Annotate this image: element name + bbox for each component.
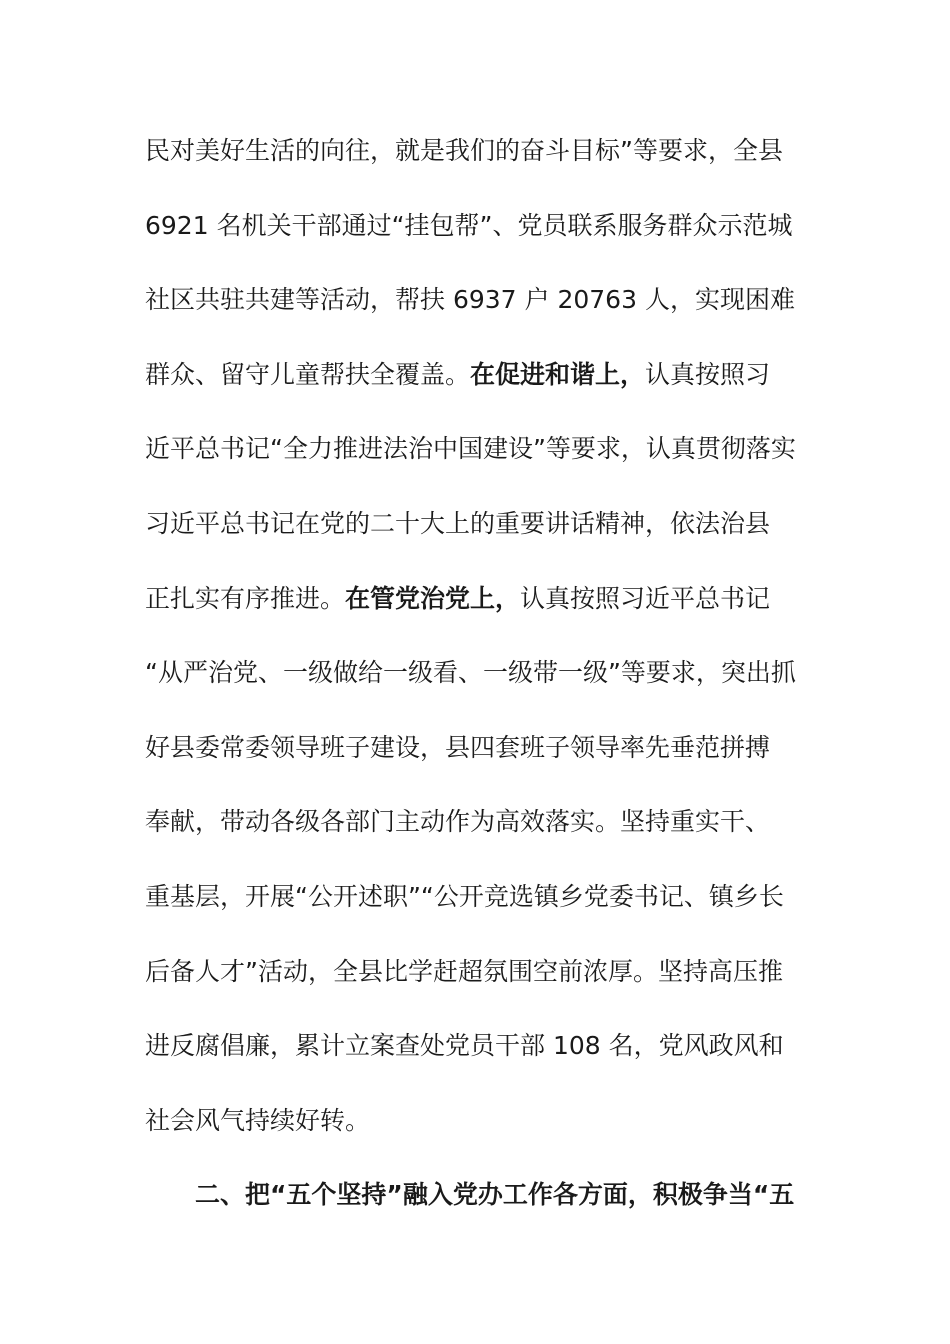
bold-lead-phrase: 在管党治党上， [345,583,521,613]
document-page [145,114,807,1233]
text-line: 好县委常委领导班子建设，县四套班子领导率先垂范拼搏 [145,732,771,762]
text-line: 习近平总书记在党的二十大上的重要讲话精神，依法治县 [145,508,771,538]
text-line: 近平总书记“全力推进法治中国建设”等要求，认真贯彻落实 [145,434,796,464]
text-line: 社区共驻共建等活动，帮扶 6937 户 20763 人，实现困难 [145,285,795,315]
text-line: 6921 名机关干部通过“挂包帮”、党员联系服务群众示范城 [145,210,793,240]
text-line: “从严治党、一级做给一级看、一级带一级”等要求，突出抓 [145,658,796,688]
text-line: 群众、留守儿童帮扶全覆盖。在促进和谐上，认真按照习 [145,359,771,389]
text-line: 进反腐倡廉，累计立案查处党员干部 108 名，党风政风和 [145,1031,784,1061]
text-line: 社会风气持续好转。 [145,1105,371,1135]
text-line: 奉献，带动各级各部门主动作为高效落实。坚持重实干、 [145,807,771,837]
text-line: 民对美好生活的向往，就是我们的奋斗目标”等要求，全县 [145,136,783,165]
section-heading: 二、把“五个坚持”融入党办工作各方面，积极争当“五 [195,1180,795,1210]
text-line: 后备人才”活动，全县比学赶超氛围空前浓厚。坚持高压推 [145,956,783,986]
bold-lead-phrase: 在促进和谐上， [470,359,646,389]
text-line: 重基层，开展“公开述职”“公开竞选镇乡党委书记、镇乡长 [145,881,784,911]
text-line: 正扎实有序推进。在管党治党上，认真按照习近平总书记 [145,583,771,613]
